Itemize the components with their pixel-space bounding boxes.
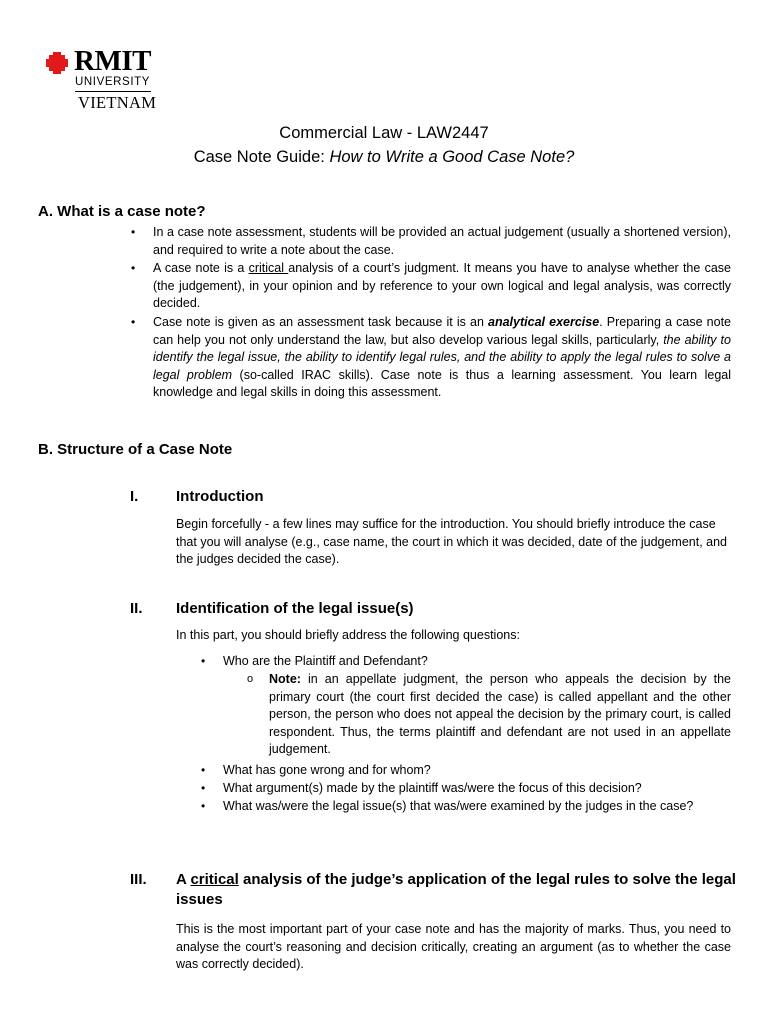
bullet-icon: • xyxy=(131,315,136,329)
part-2-intro: In this part, you should briefly address the following questions: xyxy=(176,628,520,642)
logo-vietnam-text: VIETNAM xyxy=(78,93,157,112)
bullet-icon: • xyxy=(201,763,206,777)
part-2-note: Note: in an appellate judgment, the person who appeals the decision by the primary court (the court first decided the case) is called appellant and the other person, the person who does not appeal the decision by the primary court, is called respondent. Thus, the terms plaintiff and defendant are not used in an appellate judgement. xyxy=(269,672,731,757)
part-2-question-4: What was/were the legal issue(s) that was/were examined by the judges in the case? xyxy=(223,799,694,813)
bullet-icon: • xyxy=(201,654,206,668)
sub-bullet-icon: o xyxy=(247,673,254,685)
part-2-number: II. xyxy=(130,600,143,617)
part-2-question-1: Who are the Plaintiff and Defendant? xyxy=(223,654,428,668)
bullet-icon: • xyxy=(201,781,206,795)
part-3-number: III. xyxy=(130,871,147,888)
part-2-title: Identification of the legal issue(s) xyxy=(176,600,414,617)
rmit-pixel-mark-icon xyxy=(46,52,68,74)
part-2-question-3: What argument(s) made by the plaintiff was/were the focus of this decision? xyxy=(223,781,642,795)
section-a-bullet-2: A case note is a critical analysis of a court’s judgment. It means you have to analyse whether the case (the judgement), in your opinion and by reference to your own logical and legal analysis, was correctly decided. xyxy=(153,261,731,311)
bullet-icon: • xyxy=(201,799,206,813)
section-a-heading: A. What is a case note? xyxy=(38,203,206,220)
part-3-title: A critical analysis of the judge’s application of the legal rules to solve the legal issues xyxy=(176,871,736,908)
part-2-question-2: What has gone wrong and for whom? xyxy=(223,763,431,777)
section-b-heading: B. Structure of a Case Note xyxy=(38,441,233,458)
rmit-logo xyxy=(44,46,164,118)
part-1-title: Introduction xyxy=(176,488,264,505)
part-1-number: I. xyxy=(130,488,139,505)
document-subtitle: Case Note Guide: How to Write a Good Case Note? xyxy=(193,148,575,166)
document-title: Commercial Law - LAW2447 xyxy=(279,124,489,142)
section-a-bullet-3: Case note is given as an assessment task because it is an analytical exercise. Preparing a case note can help you not only understand the law, but also develop various legal skills, particularly, the ability to identify the legal issue, the ability to identify legal rules, and the ability to apply the legal rules to solve a legal problem (so-called IRAC skills). Case note is thus a learning assessment. You learn legal knowledge and legal skills in doing this assessment. xyxy=(153,315,732,400)
section-a-bullet-1: In a case note assessment, students will be provided an actual judgement (usually a shortened version), and required to write a note about the case. xyxy=(153,225,731,257)
bullet-icon: • xyxy=(131,225,136,239)
logo-university-text: UNIVERSITY xyxy=(75,76,151,88)
logo-rmit-text: RMIT xyxy=(74,45,151,77)
part-3-text: This is the most important part of your case note and has the majority of marks. Thus, you need to analyse the court’s reasoning and decision critically, creating an argument (as to whether the case was correctly decided). xyxy=(176,922,731,972)
part-1-text: Begin forcefully - a few lines may suffice for the introduction. You should briefly introduce the case that you will analyse (e.g., case name, the court in which it was decided, date of the judgement, and the judges decided the case). xyxy=(176,517,728,567)
bullet-icon: • xyxy=(131,261,136,275)
logo-divider xyxy=(75,91,151,92)
